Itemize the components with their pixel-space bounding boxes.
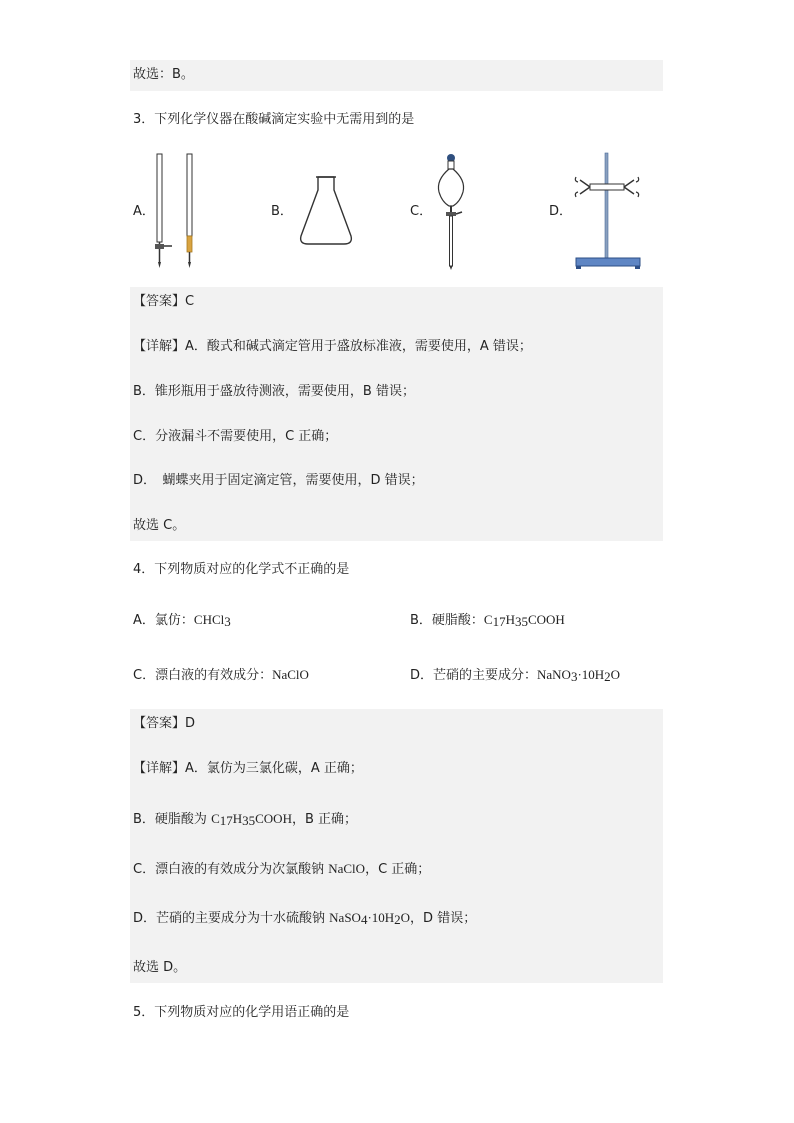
- q4-option-d: D．芒硝的主要成分：$NaNO_3\cdot 10H_2O$: [410, 667, 621, 684]
- q3-option-c-label: C．: [410, 204, 433, 219]
- answer-block-q3: [130, 287, 663, 541]
- q4-option-c: C．漂白液的有效成分：NaClO: [133, 667, 309, 683]
- q3-stem: 3．下列化学仪器在酸碱滴定实验中无需用到的是: [133, 112, 415, 127]
- q3-option-b-label: B．: [271, 204, 293, 219]
- q4-explain-line-4: D．芒硝的主要成分为十水硫酸钠 $NaSO_4\cdot 10H_2O$，D 错误；: [133, 910, 477, 927]
- q4-explain-line-2: B．硬脂酸为 $C_{17}H_{35}COOH$，B 正确；: [133, 811, 358, 828]
- separatory-funnel-icon: [428, 150, 474, 272]
- q3-explain-line-1: 【详解】A．酸式和碱式滴定管用于盛放标准液，需要使用，A 错误；: [133, 339, 532, 354]
- q3-explain-line-2: B．锥形瓶用于盛放待测液，需要使用，B 错误；: [133, 384, 415, 399]
- answer-block-q2: [130, 60, 663, 91]
- q2-conclusion: 故选：B。: [133, 67, 194, 82]
- q3-option-d-label: D．: [549, 204, 573, 219]
- burette-clamp-stand-icon: [570, 150, 644, 272]
- q3-answer: 【答案】C: [133, 294, 195, 309]
- burette-icon: [152, 150, 202, 272]
- q4-option-b: B．硬脂酸：$C_{17}H_{35}COOH$: [410, 612, 565, 629]
- answer-block-q4: [130, 709, 663, 983]
- q3-explain-line-3: C．分液漏斗不需要使用，C 正确；: [133, 429, 338, 444]
- q4-explain-line-3: C．漂白液的有效成分为次氯酸钠 NaClO，C 正确；: [133, 861, 431, 877]
- q4-conclusion: 故选 D。: [133, 960, 187, 975]
- q3-explain-line-4: D． 蝴蝶夹用于固定滴定管，需要使用，D 错误；: [133, 473, 424, 488]
- q3-conclusion: 故选 C。: [133, 518, 186, 533]
- q3-option-a-label: A．: [133, 204, 155, 219]
- q4-stem: 4．下列物质对应的化学式不正确的是: [133, 562, 350, 577]
- q4-answer: 【答案】D: [133, 716, 196, 731]
- q4-option-a: A．氯仿：CHCl$_3$: [133, 612, 231, 629]
- q4-explain-line-1: 【详解】A．氯仿为三氯化碳，A 正确；: [133, 761, 363, 776]
- q5-stem: 5．下列物质对应的化学用语正确的是: [133, 1005, 350, 1020]
- conical-flask-icon: [296, 174, 356, 248]
